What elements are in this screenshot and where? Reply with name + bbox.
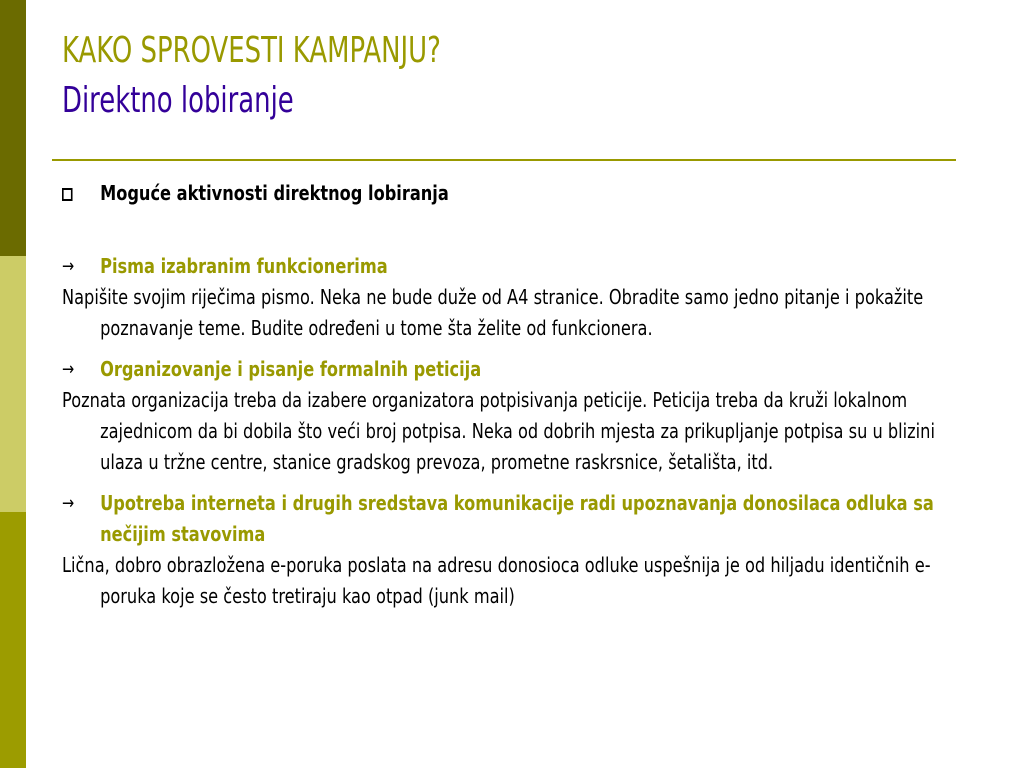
section-heading-3 — [62, 488, 953, 550]
slide-content — [62, 178, 953, 612]
section-body-3: Lična, dobro obrazložena e-poruka poslata na adresu donosioca odluke uspešnija je od hiljadu identičnih e-poruka koje se često tretiraju kao otpad (junk mail) — [62, 553, 931, 608]
arrow-icon: → — [62, 359, 75, 380]
title-divider — [52, 159, 956, 161]
arrow-icon: → — [62, 493, 75, 514]
title-subtitle: Direktno lobiranje — [62, 80, 294, 121]
square-bullet-icon — [62, 178, 73, 210]
bullet-text: Moguće aktivnosti direktnog lobiranja — [100, 181, 449, 205]
slide-title — [62, 26, 441, 126]
section-heading-text: Organizovanje i pisanje formalnih peticija — [100, 357, 482, 381]
decorative-band-bottom — [0, 512, 26, 768]
arrow-icon: → — [62, 256, 75, 277]
decorative-band-top — [0, 0, 26, 256]
section-body-1: Napišite svojim riječima pismo. Neka ne bude duže od A4 stranice. Obradite samo jedno pitanje i pokažite poznavanje teme. Budite određeni u tome šta želite od funkcionera. — [62, 285, 924, 340]
section-heading-text: Upotreba interneta i drugih sredstava komunikacije radi upoznavanja donosilaca odluka sa nečijim stavovima — [100, 491, 934, 546]
title-main: KAKO SPROVESTI KAMPANJU? — [62, 30, 441, 71]
decorative-band-middle — [0, 256, 26, 512]
section-heading-text: Pisma izabranim funkcionerima — [100, 254, 388, 278]
bullet-item — [62, 178, 953, 209]
section-heading-1 — [62, 251, 953, 282]
section-heading-2 — [62, 354, 953, 385]
section-body-2: Poznata organizacija treba da izabere organizatora potpisivanja peticije. Peticija treba da kruži lokalnom zajednicom da bi dobila što veći broj potpisa. Neka od dobrih mjesta za prikupljanje potpisa su u blizini ulaza u tržne centre, stanice gradskog prevoza, prometne raskrsnice, šetališta, itd. — [62, 388, 935, 474]
